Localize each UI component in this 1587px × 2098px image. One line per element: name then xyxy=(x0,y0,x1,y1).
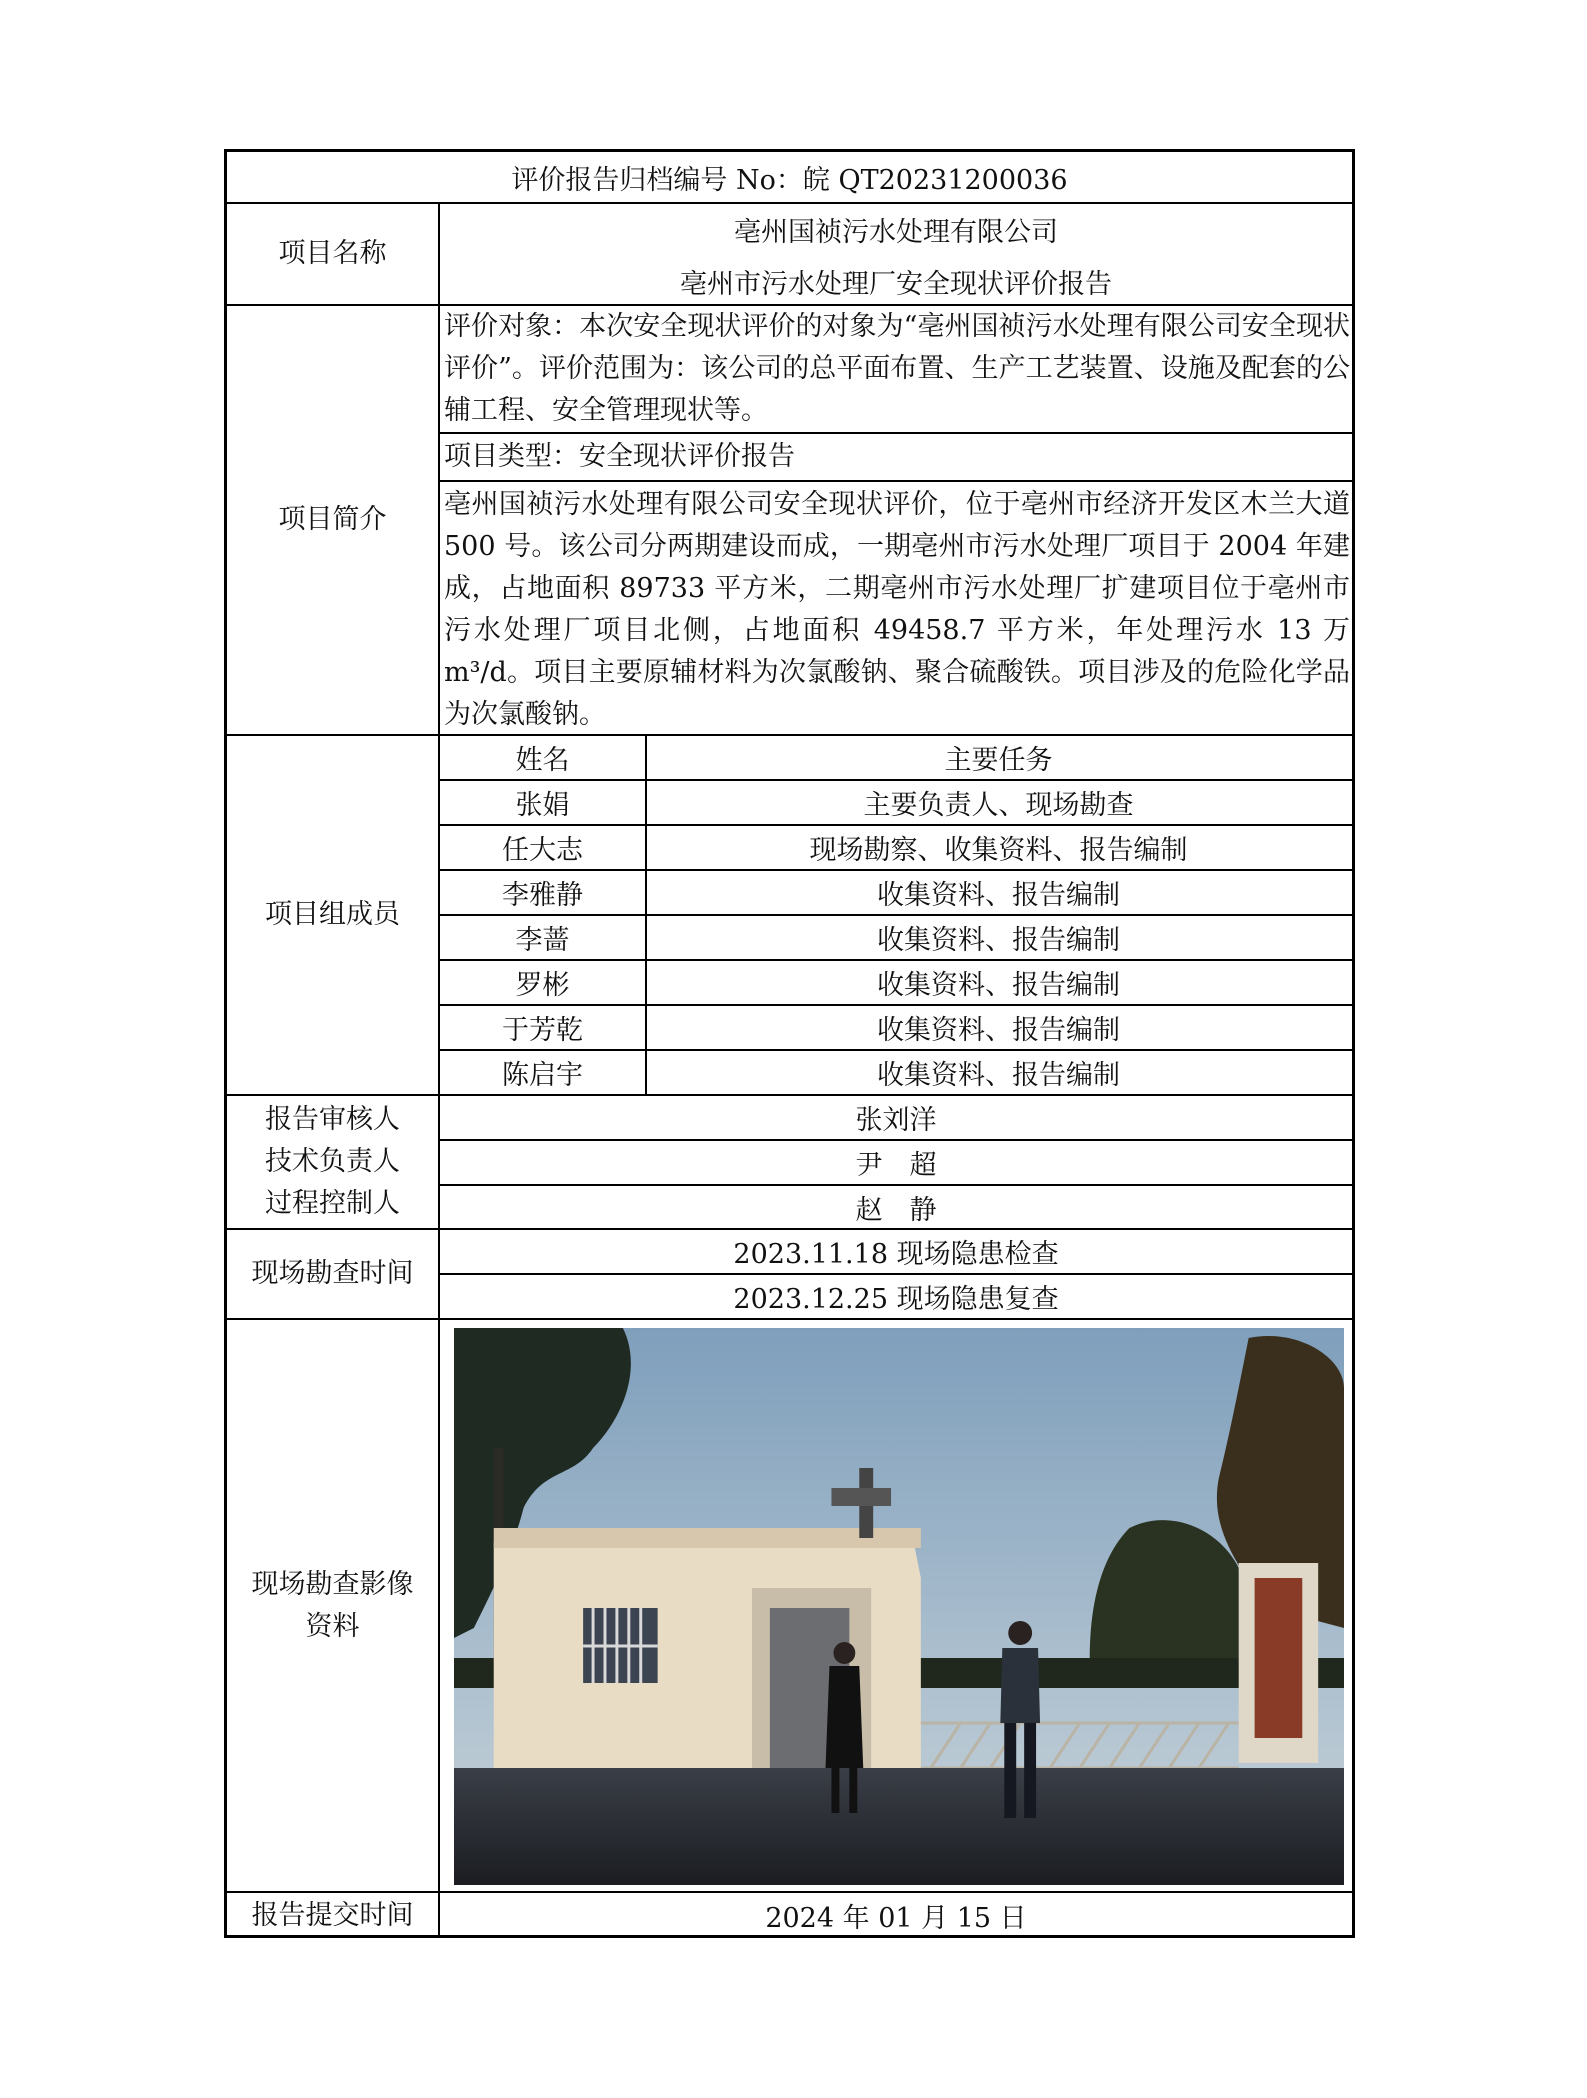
project-intro-label: 项目简介 xyxy=(227,306,440,734)
members-header xyxy=(440,736,1352,781)
report-form xyxy=(224,149,1355,1938)
member-name: 李雅静 xyxy=(440,871,647,914)
header-name: 姓名 xyxy=(440,736,647,779)
site-photo-illustration xyxy=(454,1328,1344,1885)
header-task: 主要任务 xyxy=(944,745,1053,776)
member-row xyxy=(440,1006,1352,1051)
evaluation-object: 评价对象：本次安全现状评价的对象为“亳州国祯污水处理有限公司安全现状评价”。评价范围为：该公司的总平面布置、生产工艺装置、设施及配套的公辅工程、安全管理现状等。 xyxy=(440,306,1352,434)
member-name: 罗彬 xyxy=(440,961,647,1004)
project-type xyxy=(440,434,1352,482)
member-row xyxy=(440,961,1352,1006)
member-name: 于芳乾 xyxy=(440,1006,647,1049)
submit-label: 报告提交时间 xyxy=(227,1893,440,1938)
project-name-value xyxy=(440,204,1352,304)
report-title: 亳州市污水处理厂安全现状评价报告 xyxy=(680,269,1112,300)
photo-label: 现场勘查影像资料 xyxy=(227,1320,440,1891)
project-name-label: 项目名称 xyxy=(227,204,440,304)
project-description: 亳州国祯污水处理有限公司安全现状评价，位于亳州市经济开发区木兰大道 500 号。该公司分两期建设而成，一期亳州市污水处理厂项目于 2004 年建成，占地面积 89733 平方米，二期亳州市污水处理厂扩建项目位于亳州市污水处理厂项目北侧，占地面积 49458.7 平方米，年处理污水 13 万 m³/d。项目主要原辅材料为次氯酸钠、聚合硫酸铁。项目涉及的危险化学品为次氯酸钠。 xyxy=(444,489,1350,730)
reviewers-values xyxy=(440,1096,1352,1228)
project-type-text: 项目类型：安全现状评价报告 xyxy=(444,441,795,472)
member-row xyxy=(440,871,1352,916)
member-task: 收集资料、报告编制 xyxy=(877,880,1120,911)
member-row xyxy=(440,781,1352,826)
survey-time-values xyxy=(440,1230,1352,1318)
photo-row xyxy=(227,1320,1352,1893)
photo-cell xyxy=(440,1320,1352,1891)
project-name-row xyxy=(227,204,1352,306)
member-row xyxy=(440,916,1352,961)
members-table xyxy=(440,736,1352,1094)
site-photo xyxy=(454,1328,1344,1885)
members-label: 项目组成员 xyxy=(227,736,440,1094)
process-control-name: 赵 静 xyxy=(855,1194,937,1226)
archive-number: 评价报告归档编号 No：皖 QT20231200036 xyxy=(511,164,1068,196)
tech-lead-name: 尹 超 xyxy=(440,1141,1352,1186)
company-name: 亳州国祯污水处理有限公司 xyxy=(734,217,1058,248)
member-name: 李蔷 xyxy=(440,916,647,959)
member-task: 现场勘察、收集资料、报告编制 xyxy=(809,835,1188,866)
member-name: 任大志 xyxy=(440,826,647,869)
member-task: 收集资料、报告编制 xyxy=(877,1060,1120,1091)
submit-row xyxy=(227,1893,1352,1938)
survey-time-row xyxy=(227,1230,1352,1320)
tech-lead-label: 技术负责人 xyxy=(265,1146,400,1177)
submit-date: 2024 年 01 月 15 日 xyxy=(765,1903,1027,1934)
project-intro-row xyxy=(227,306,1352,736)
member-row xyxy=(440,1051,1352,1094)
member-task: 收集资料、报告编制 xyxy=(877,970,1120,1001)
member-task: 主要负责人、现场勘查 xyxy=(863,790,1134,821)
member-task: 收集资料、报告编制 xyxy=(877,1015,1120,1046)
survey-time-label: 现场勘查时间 xyxy=(227,1230,440,1318)
project-intro-value xyxy=(440,306,1352,734)
survey-date-1: 2023.11.18 现场隐患检查 xyxy=(440,1230,1352,1275)
reviewer-label: 报告审核人 xyxy=(265,1104,400,1135)
member-row xyxy=(440,826,1352,871)
member-task: 收集资料、报告编制 xyxy=(877,925,1120,956)
survey-date-2: 2023.12.25 现场隐患复查 xyxy=(733,1284,1059,1315)
reviewer-name: 张刘洋 xyxy=(440,1096,1352,1141)
members-row xyxy=(227,736,1352,1096)
reviewers-row xyxy=(227,1096,1352,1230)
reviewers-labels xyxy=(227,1096,440,1228)
process-control-label: 过程控制人 xyxy=(265,1188,400,1219)
member-name: 陈启宇 xyxy=(440,1051,647,1094)
archive-row xyxy=(227,152,1352,204)
member-name: 张娟 xyxy=(440,781,647,824)
